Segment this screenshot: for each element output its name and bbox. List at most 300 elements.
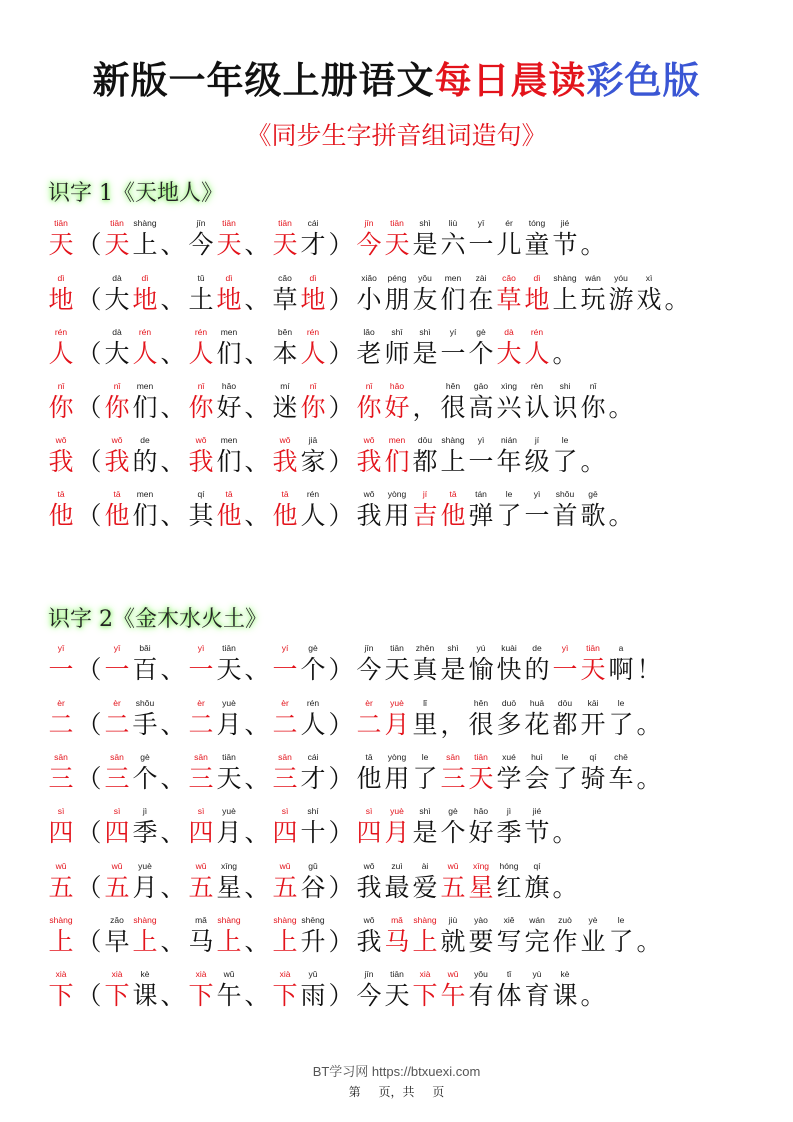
hanzi: 好 bbox=[384, 393, 410, 422]
character bbox=[495, 642, 523, 686]
character bbox=[271, 805, 299, 849]
character bbox=[131, 805, 159, 849]
pinyin: tiān bbox=[222, 218, 236, 228]
character bbox=[103, 434, 131, 478]
punctuation bbox=[159, 488, 187, 532]
hanzi: 。 bbox=[552, 873, 578, 902]
character bbox=[523, 805, 551, 849]
pinyin: gāo bbox=[473, 381, 489, 391]
hanzi: 个 bbox=[132, 764, 158, 793]
punctuation bbox=[75, 326, 103, 370]
pinyin: jiù bbox=[448, 915, 458, 925]
pinyin: yuè bbox=[138, 861, 152, 871]
pinyin: le bbox=[561, 752, 569, 762]
footer-site: BT学习网 https://btxuexi.com bbox=[312, 1064, 481, 1079]
hanzi: 快 bbox=[496, 655, 522, 684]
character bbox=[579, 488, 607, 532]
pinyin: tiān bbox=[278, 218, 292, 228]
character bbox=[215, 751, 243, 795]
character bbox=[607, 697, 635, 741]
character bbox=[131, 751, 159, 795]
pinyin: shàng bbox=[217, 915, 241, 925]
hanzi: 其 bbox=[188, 501, 214, 530]
character bbox=[215, 217, 243, 261]
hanzi: 好 bbox=[216, 393, 242, 422]
character bbox=[215, 272, 243, 316]
hanzi: 季 bbox=[496, 818, 522, 847]
pinyin: ér bbox=[505, 218, 513, 228]
character bbox=[271, 697, 299, 741]
pinyin: yù bbox=[532, 969, 542, 979]
hanzi: 下 bbox=[104, 981, 130, 1010]
hanzi: 上 bbox=[132, 927, 158, 956]
punctuation bbox=[327, 326, 355, 370]
pinyin: hǎo bbox=[389, 381, 405, 391]
hanzi: 二 bbox=[104, 710, 130, 739]
hanzi: 愉 bbox=[468, 655, 494, 684]
hanzi: ） bbox=[328, 981, 354, 1010]
hanzi: 上 bbox=[440, 447, 466, 476]
hanzi: （ bbox=[76, 655, 102, 684]
character bbox=[579, 272, 607, 316]
punctuation bbox=[75, 217, 103, 261]
punctuation bbox=[327, 968, 355, 1012]
pinyin: sān bbox=[54, 752, 68, 762]
pinyin: wǒ bbox=[363, 435, 375, 445]
character bbox=[271, 326, 299, 370]
pinyin: yì bbox=[533, 489, 541, 499]
hanzi: 四 bbox=[356, 818, 382, 847]
hanzi: 我 bbox=[356, 927, 382, 956]
hanzi: 在 bbox=[468, 285, 494, 314]
hanzi: 本 bbox=[272, 339, 298, 368]
hanzi: 五 bbox=[48, 873, 74, 902]
pinyin: shàng bbox=[553, 273, 577, 283]
character bbox=[579, 380, 607, 424]
character bbox=[523, 488, 551, 532]
character bbox=[131, 488, 159, 532]
hanzi: 、 bbox=[244, 339, 270, 368]
hanzi: 识 bbox=[552, 393, 578, 422]
hanzi: 。 bbox=[636, 764, 662, 793]
character bbox=[271, 642, 299, 686]
pinyin: nián bbox=[500, 435, 518, 445]
hanzi: 完 bbox=[524, 927, 550, 956]
hanzi: （ bbox=[76, 927, 102, 956]
character bbox=[47, 751, 75, 795]
title-black: 新版一年级上册语文 bbox=[92, 58, 435, 102]
hanzi: 师 bbox=[384, 339, 410, 368]
punctuation bbox=[243, 488, 271, 532]
hanzi: 地 bbox=[132, 285, 158, 314]
character bbox=[607, 914, 635, 958]
pinyin: rén bbox=[194, 327, 208, 337]
pinyin: dì bbox=[225, 273, 233, 283]
character bbox=[411, 860, 439, 904]
sentence-row bbox=[47, 326, 579, 370]
hanzi: 、 bbox=[244, 818, 270, 847]
hanzi: 、 bbox=[160, 230, 186, 259]
hanzi: ） bbox=[328, 818, 354, 847]
character bbox=[411, 642, 439, 686]
pinyin: xià bbox=[419, 969, 431, 979]
pinyin: yào bbox=[474, 915, 488, 925]
hanzi: 、 bbox=[244, 447, 270, 476]
pinyin: wǒ bbox=[363, 489, 375, 499]
hanzi: 一 bbox=[524, 501, 550, 530]
hanzi: 早 bbox=[104, 927, 130, 956]
punctuation bbox=[551, 860, 579, 904]
hanzi: 月 bbox=[216, 818, 242, 847]
pinyin: dà bbox=[504, 327, 514, 337]
hanzi: （ bbox=[76, 764, 102, 793]
pinyin: jīn bbox=[364, 643, 374, 653]
pinyin: rén bbox=[306, 698, 320, 708]
pinyin: yóu bbox=[614, 273, 628, 283]
character bbox=[523, 860, 551, 904]
pinyin: yì bbox=[561, 643, 569, 653]
hanzi: 午 bbox=[216, 981, 242, 1010]
pinyin: le bbox=[617, 698, 625, 708]
character bbox=[411, 217, 439, 261]
character bbox=[579, 697, 607, 741]
character bbox=[47, 217, 75, 261]
hanzi: 好 bbox=[468, 818, 494, 847]
character bbox=[103, 217, 131, 261]
sentence-row bbox=[47, 488, 635, 532]
character bbox=[467, 805, 495, 849]
hanzi: 天 bbox=[384, 230, 410, 259]
pinyin: xiě bbox=[503, 915, 515, 925]
hanzi: 一 bbox=[440, 339, 466, 368]
pinyin: gē bbox=[588, 489, 598, 499]
pinyin: shì bbox=[419, 806, 431, 816]
hanzi: 会 bbox=[524, 764, 550, 793]
character bbox=[467, 272, 495, 316]
character bbox=[131, 272, 159, 316]
character bbox=[299, 217, 327, 261]
pinyin: men bbox=[444, 273, 462, 283]
hanzi: 四 bbox=[48, 818, 74, 847]
punctuation bbox=[159, 697, 187, 741]
hanzi: 天 bbox=[216, 230, 242, 259]
character bbox=[355, 968, 383, 1012]
pinyin: mǎ bbox=[195, 915, 207, 925]
hanzi: 下 bbox=[48, 981, 74, 1010]
hanzi: 我 bbox=[356, 447, 382, 476]
hanzi: ） bbox=[328, 501, 354, 530]
hanzi: 人 bbox=[48, 339, 74, 368]
character bbox=[439, 914, 467, 958]
hanzi: 有 bbox=[468, 981, 494, 1010]
pinyin: tā bbox=[281, 489, 289, 499]
hanzi: 节 bbox=[524, 818, 550, 847]
pinyin: xì bbox=[645, 273, 653, 283]
hanzi: 三 bbox=[440, 764, 466, 793]
character bbox=[383, 272, 411, 316]
character bbox=[467, 434, 495, 478]
section-heading: 识字 2《金木水火土》 bbox=[48, 607, 267, 632]
punctuation bbox=[327, 860, 355, 904]
pinyin: sān bbox=[110, 752, 124, 762]
sentence-row bbox=[47, 272, 691, 316]
character bbox=[607, 642, 635, 686]
character bbox=[215, 860, 243, 904]
character bbox=[299, 272, 327, 316]
hanzi: 、 bbox=[244, 501, 270, 530]
hanzi: 、 bbox=[160, 981, 186, 1010]
hanzi: 星 bbox=[468, 873, 494, 902]
pinyin: zǎo bbox=[110, 915, 124, 925]
hanzi: 马 bbox=[384, 927, 410, 956]
hanzi: 月 bbox=[384, 818, 410, 847]
pinyin: qí bbox=[533, 861, 541, 871]
character bbox=[103, 488, 131, 532]
character bbox=[187, 488, 215, 532]
hanzi: 我 bbox=[356, 873, 382, 902]
pinyin: tiān bbox=[390, 643, 404, 653]
punctuation bbox=[159, 860, 187, 904]
hanzi: 年 bbox=[496, 447, 522, 476]
character bbox=[271, 968, 299, 1012]
pinyin: yī bbox=[477, 218, 485, 228]
punctuation bbox=[75, 860, 103, 904]
pinyin: nǐ bbox=[113, 381, 121, 391]
pinyin: nǐ bbox=[57, 381, 65, 391]
pinyin: yì bbox=[477, 435, 485, 445]
pinyin: hǎo bbox=[473, 806, 489, 816]
punctuation bbox=[243, 326, 271, 370]
hanzi: 星 bbox=[216, 873, 242, 902]
pinyin: gè bbox=[448, 806, 458, 816]
hanzi: 、 bbox=[160, 764, 186, 793]
hanzi: （ bbox=[76, 339, 102, 368]
hanzi: 们 bbox=[132, 393, 158, 422]
pinyin: èr bbox=[57, 698, 65, 708]
character bbox=[551, 434, 579, 478]
character bbox=[103, 642, 131, 686]
pinyin: wǔ bbox=[111, 861, 123, 871]
hanzi: 四 bbox=[272, 818, 298, 847]
hanzi: 土 bbox=[188, 285, 214, 314]
character bbox=[495, 751, 523, 795]
hanzi: 很 bbox=[468, 710, 494, 739]
pinyin: wǒ bbox=[195, 435, 207, 445]
pinyin: jì bbox=[142, 806, 148, 816]
character bbox=[47, 860, 75, 904]
pinyin: nǐ bbox=[197, 381, 205, 391]
pinyin: shàng bbox=[133, 915, 157, 925]
character bbox=[355, 642, 383, 686]
hanzi: 一 bbox=[552, 655, 578, 684]
character bbox=[495, 326, 523, 370]
hanzi: 了 bbox=[552, 764, 578, 793]
pinyin: hěn bbox=[445, 381, 461, 391]
pinyin: shì bbox=[447, 643, 459, 653]
punctuation bbox=[75, 805, 103, 849]
pinyin: xué bbox=[502, 752, 516, 762]
pinyin: péng bbox=[387, 273, 407, 283]
character bbox=[103, 326, 131, 370]
hanzi: 上 bbox=[412, 927, 438, 956]
punctuation bbox=[75, 642, 103, 686]
pinyin: xià bbox=[111, 969, 123, 979]
character bbox=[439, 642, 467, 686]
pinyin: bǎi bbox=[139, 643, 151, 653]
punctuation bbox=[243, 751, 271, 795]
hanzi: 一 bbox=[48, 655, 74, 684]
pinyin: qí bbox=[197, 489, 205, 499]
hanzi: 下 bbox=[188, 981, 214, 1010]
hanzi: 上 bbox=[132, 230, 158, 259]
punctuation bbox=[75, 914, 103, 958]
hanzi: 五 bbox=[104, 873, 130, 902]
pinyin: jiā bbox=[308, 435, 318, 445]
hanzi: 个 bbox=[440, 818, 466, 847]
character bbox=[495, 860, 523, 904]
pinyin: tā bbox=[113, 489, 121, 499]
character bbox=[187, 217, 215, 261]
character bbox=[579, 751, 607, 795]
pinyin: lǎo bbox=[363, 327, 375, 337]
hanzi: 最 bbox=[384, 873, 410, 902]
pinyin: ài bbox=[421, 861, 429, 871]
punctuation bbox=[579, 968, 607, 1012]
hanzi: 三 bbox=[48, 764, 74, 793]
punctuation bbox=[607, 380, 635, 424]
character bbox=[551, 272, 579, 316]
character bbox=[355, 488, 383, 532]
punctuation bbox=[327, 751, 355, 795]
character bbox=[495, 968, 523, 1012]
character bbox=[383, 914, 411, 958]
pinyin: dà bbox=[112, 327, 122, 337]
pinyin: dì bbox=[533, 273, 541, 283]
pinyin: sì bbox=[197, 806, 205, 816]
pinyin: sì bbox=[57, 806, 65, 816]
hanzi: 、 bbox=[244, 655, 270, 684]
character bbox=[215, 434, 243, 478]
hanzi: ） bbox=[328, 230, 354, 259]
sentence-row bbox=[47, 860, 579, 904]
hanzi: 今 bbox=[356, 230, 382, 259]
punctuation bbox=[663, 272, 691, 316]
hanzi: 五 bbox=[188, 873, 214, 902]
hanzi: 、 bbox=[160, 873, 186, 902]
character bbox=[383, 805, 411, 849]
hanzi: 他 bbox=[272, 501, 298, 530]
hanzi: 小 bbox=[356, 285, 382, 314]
character bbox=[551, 914, 579, 958]
hanzi: 里 bbox=[412, 710, 438, 739]
pinyin: tiān bbox=[390, 969, 404, 979]
pinyin: wǔ bbox=[447, 861, 459, 871]
hanzi: 人 bbox=[524, 339, 550, 368]
hanzi: ） bbox=[328, 655, 354, 684]
character bbox=[439, 380, 467, 424]
pinyin: rén bbox=[306, 327, 320, 337]
pinyin: èr bbox=[197, 698, 205, 708]
hanzi: 用 bbox=[384, 764, 410, 793]
punctuation bbox=[579, 434, 607, 478]
pinyin: shì bbox=[419, 218, 431, 228]
hanzi: 、 bbox=[244, 873, 270, 902]
punctuation bbox=[327, 914, 355, 958]
character bbox=[411, 805, 439, 849]
character bbox=[467, 697, 495, 741]
subtitle: 《同步生字拼音组词造句》 bbox=[246, 121, 547, 150]
character bbox=[383, 968, 411, 1012]
character bbox=[187, 914, 215, 958]
hanzi: ， bbox=[412, 393, 438, 422]
hanzi: 。 bbox=[636, 710, 662, 739]
hanzi: 升 bbox=[300, 927, 326, 956]
punctuation bbox=[159, 914, 187, 958]
hanzi: 节 bbox=[552, 230, 578, 259]
pinyin: xià bbox=[279, 969, 291, 979]
hanzi: 一 bbox=[272, 655, 298, 684]
hanzi: 朋 bbox=[384, 285, 410, 314]
character bbox=[271, 380, 299, 424]
hanzi: 上 bbox=[48, 927, 74, 956]
hanzi: （ bbox=[76, 981, 102, 1010]
pinyin: gè bbox=[140, 752, 150, 762]
pinyin: rèn bbox=[530, 381, 544, 391]
punctuation bbox=[243, 380, 271, 424]
hanzi: 、 bbox=[160, 818, 186, 847]
hanzi: 他 bbox=[356, 764, 382, 793]
character bbox=[551, 751, 579, 795]
hanzi: 个 bbox=[300, 655, 326, 684]
character bbox=[411, 697, 439, 741]
character bbox=[523, 914, 551, 958]
pinyin: gǔ bbox=[308, 861, 318, 871]
hanzi: 是 bbox=[412, 230, 438, 259]
punctuation bbox=[635, 697, 663, 741]
pinyin: yú bbox=[476, 643, 486, 653]
punctuation bbox=[411, 380, 439, 424]
hanzi: 、 bbox=[244, 285, 270, 314]
hanzi: 天 bbox=[580, 655, 606, 684]
pinyin: le bbox=[617, 915, 625, 925]
hanzi: 用 bbox=[384, 501, 410, 530]
character bbox=[103, 860, 131, 904]
pinyin: yí bbox=[449, 327, 457, 337]
pinyin: shǒu bbox=[555, 489, 575, 499]
character bbox=[439, 272, 467, 316]
pinyin: shàng bbox=[273, 915, 297, 925]
pinyin: yī bbox=[57, 643, 65, 653]
hanzi: 你 bbox=[300, 393, 326, 422]
hanzi: 写 bbox=[496, 927, 522, 956]
punctuation bbox=[327, 697, 355, 741]
character bbox=[495, 914, 523, 958]
character bbox=[103, 272, 131, 316]
punctuation bbox=[579, 217, 607, 261]
hanzi: 、 bbox=[244, 764, 270, 793]
pinyin: nǐ bbox=[589, 381, 597, 391]
hanzi: 戏 bbox=[636, 285, 662, 314]
character bbox=[467, 642, 495, 686]
pinyin: wǒ bbox=[363, 915, 375, 925]
hanzi: 。 bbox=[664, 285, 690, 314]
hanzi: 人 bbox=[300, 339, 326, 368]
hanzi: 、 bbox=[160, 339, 186, 368]
pinyin: sān bbox=[194, 752, 208, 762]
hanzi: 课 bbox=[132, 981, 158, 1010]
hanzi: 你 bbox=[104, 393, 130, 422]
pinyin: wǔ bbox=[279, 861, 291, 871]
